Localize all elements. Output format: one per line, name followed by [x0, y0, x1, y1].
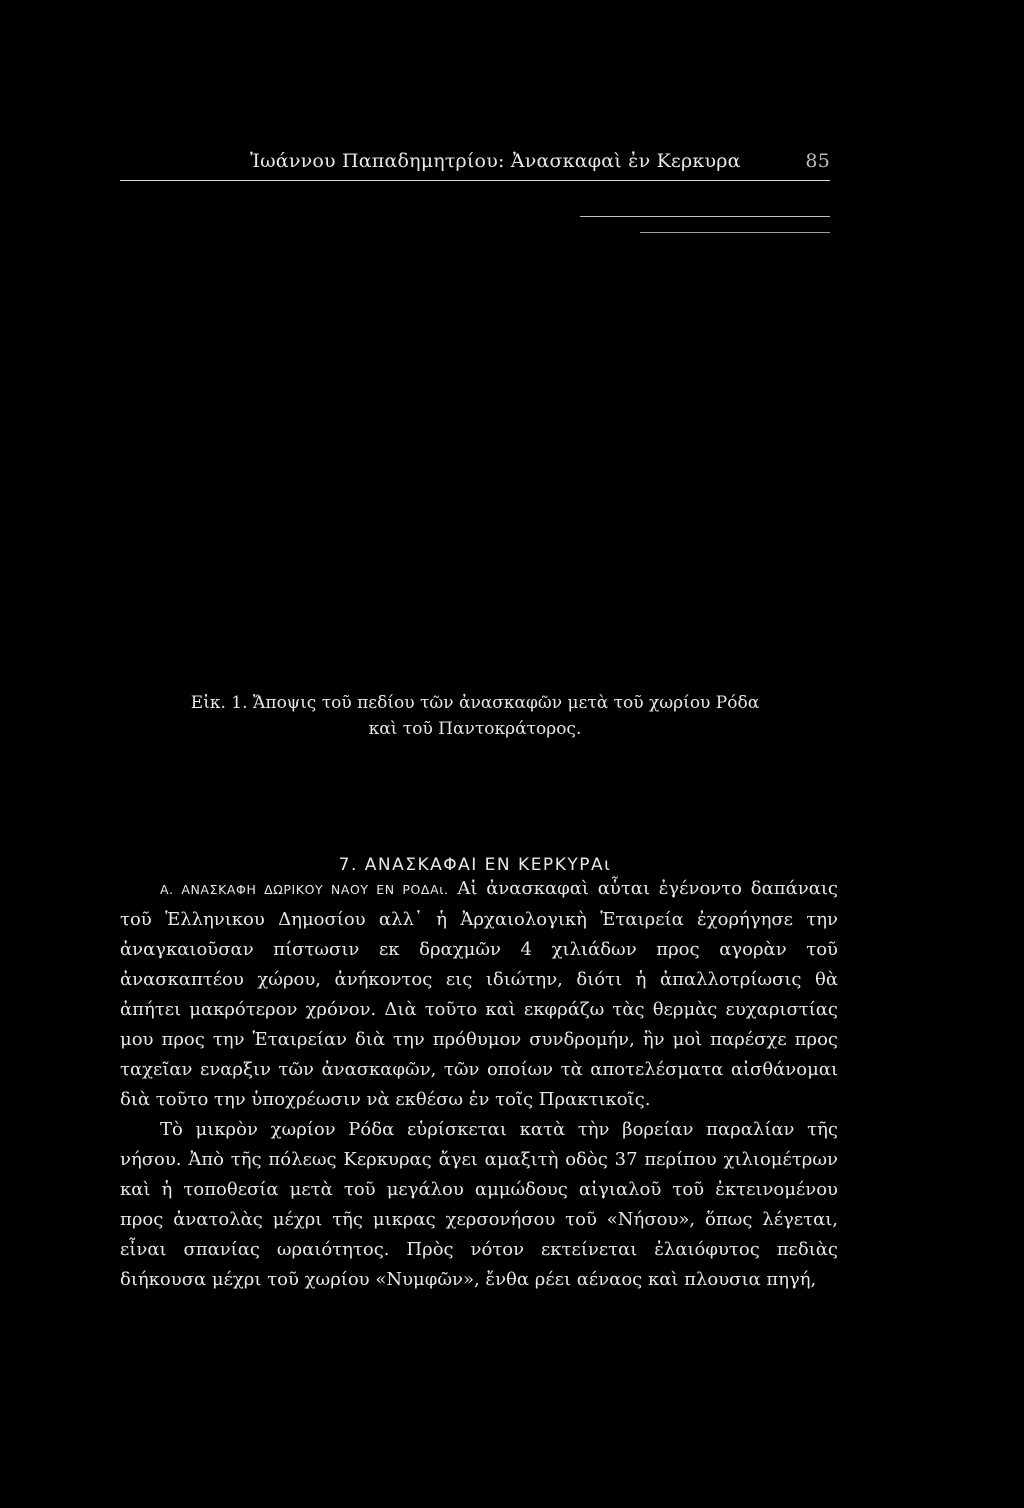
header-title: Ἰωάννου Παπαδημητρίου: Ἀνασκαφαὶ ἐν Κερκυρα: [250, 150, 741, 172]
figure-photograph: [120, 250, 830, 670]
page-number: 85: [805, 150, 830, 172]
caption-line-1: Εἰκ. 1. Ἄποψις τοῦ πεδίου τῶν ἀνασκαφῶν μετὰ τοῦ χωρίου Ρόδα: [190, 693, 760, 713]
figure-top-rule-secondary: [640, 232, 830, 233]
header-rule: [120, 180, 830, 181]
body-text: [120, 874, 838, 1295]
subheading: Α. ΑΝΑΣΚΑΦΗ ΔΩΡΙΚΟΥ ΝΑΟΥ ΕΝ ΡΟΔΑι.: [160, 882, 449, 897]
section-title: 7. ΑΝΑΣΚΑΦΑΙ ΕΝ ΚΕΡΚΥΡΑι: [338, 855, 612, 875]
caption-line-2: καὶ τοῦ Παντοκράτορος.: [368, 719, 582, 739]
figure-caption: [120, 690, 830, 742]
paragraph-2: Τὸ μικρὸν χωρίον Ρόδα εὑρίσκεται κατὰ τὴν βορείαν παραλίαν τῆς νήσου. Ἀπὸ τῆς πόλεως Κερκυρας ἄγει αμαξιτὴ οδὸς 37 περίπου χιλιομέτρων καὶ ἡ τοποθεσία μετὰ τοῦ μεγάλου αμμώδους αἰγιαλοῦ τοῦ ἐκτεινομένου προς ἀνατολὰς μέχρι τῆς μικρας χερσονήσου τοῦ «Νήσου», ὅπως λέγεται, εἶναι σπανίας ωραιότητος. Πρὸς νότον εκτείνεται ἐλαιόφυτος πεδιὰς διήκουσα μέχρι τοῦ χωρίου «Νυμφῶν», ἔνθα ρέει αέναος καὶ πλουσια πηγή,: [120, 1119, 838, 1290]
figure-top-rule: [580, 216, 830, 217]
paragraph-1-text: Αἱ ἀνασκαφαὶ αὗται ἐγένοντο δαπάναις τοῦ Ἑλληνικου Δημοσίου αλλ᾽ ἡ Ἀρχαιολογικὴ Ἑταιρεία ἐχορήγησε την ἀναγκαιοῦσαν πίστωσιν εκ δραχμῶν 4 χιλιάδων προς αγορὰν τοῦ ἀνασκαπτέου χώρου, ἀνήκοντος εις ιδιώτην, διότι ἡ ἀπαλλοτρίωσις θὰ ἀπήτει μακρότερον χρόνον. Διὰ τοῦτο καὶ εκφράζω τὰς θερμὰς ευχαριστίας μου προς την Ἑταιρείαν διὰ την πρόθυμον συνδρομήν, ἣν μοὶ παρέσχε προς ταχεῖαν εναρξιν τῶν ἀνασκαφῶν, τῶν οποίων τὰ αποτελέσματα αἰσθάνομαι διὰ τοῦτο την ὑποχρέωσιν νὰ εκθέσω ἐν τοῖς Πρακτικοῖς.: [120, 878, 838, 1110]
paragraph-1: [120, 874, 838, 1115]
